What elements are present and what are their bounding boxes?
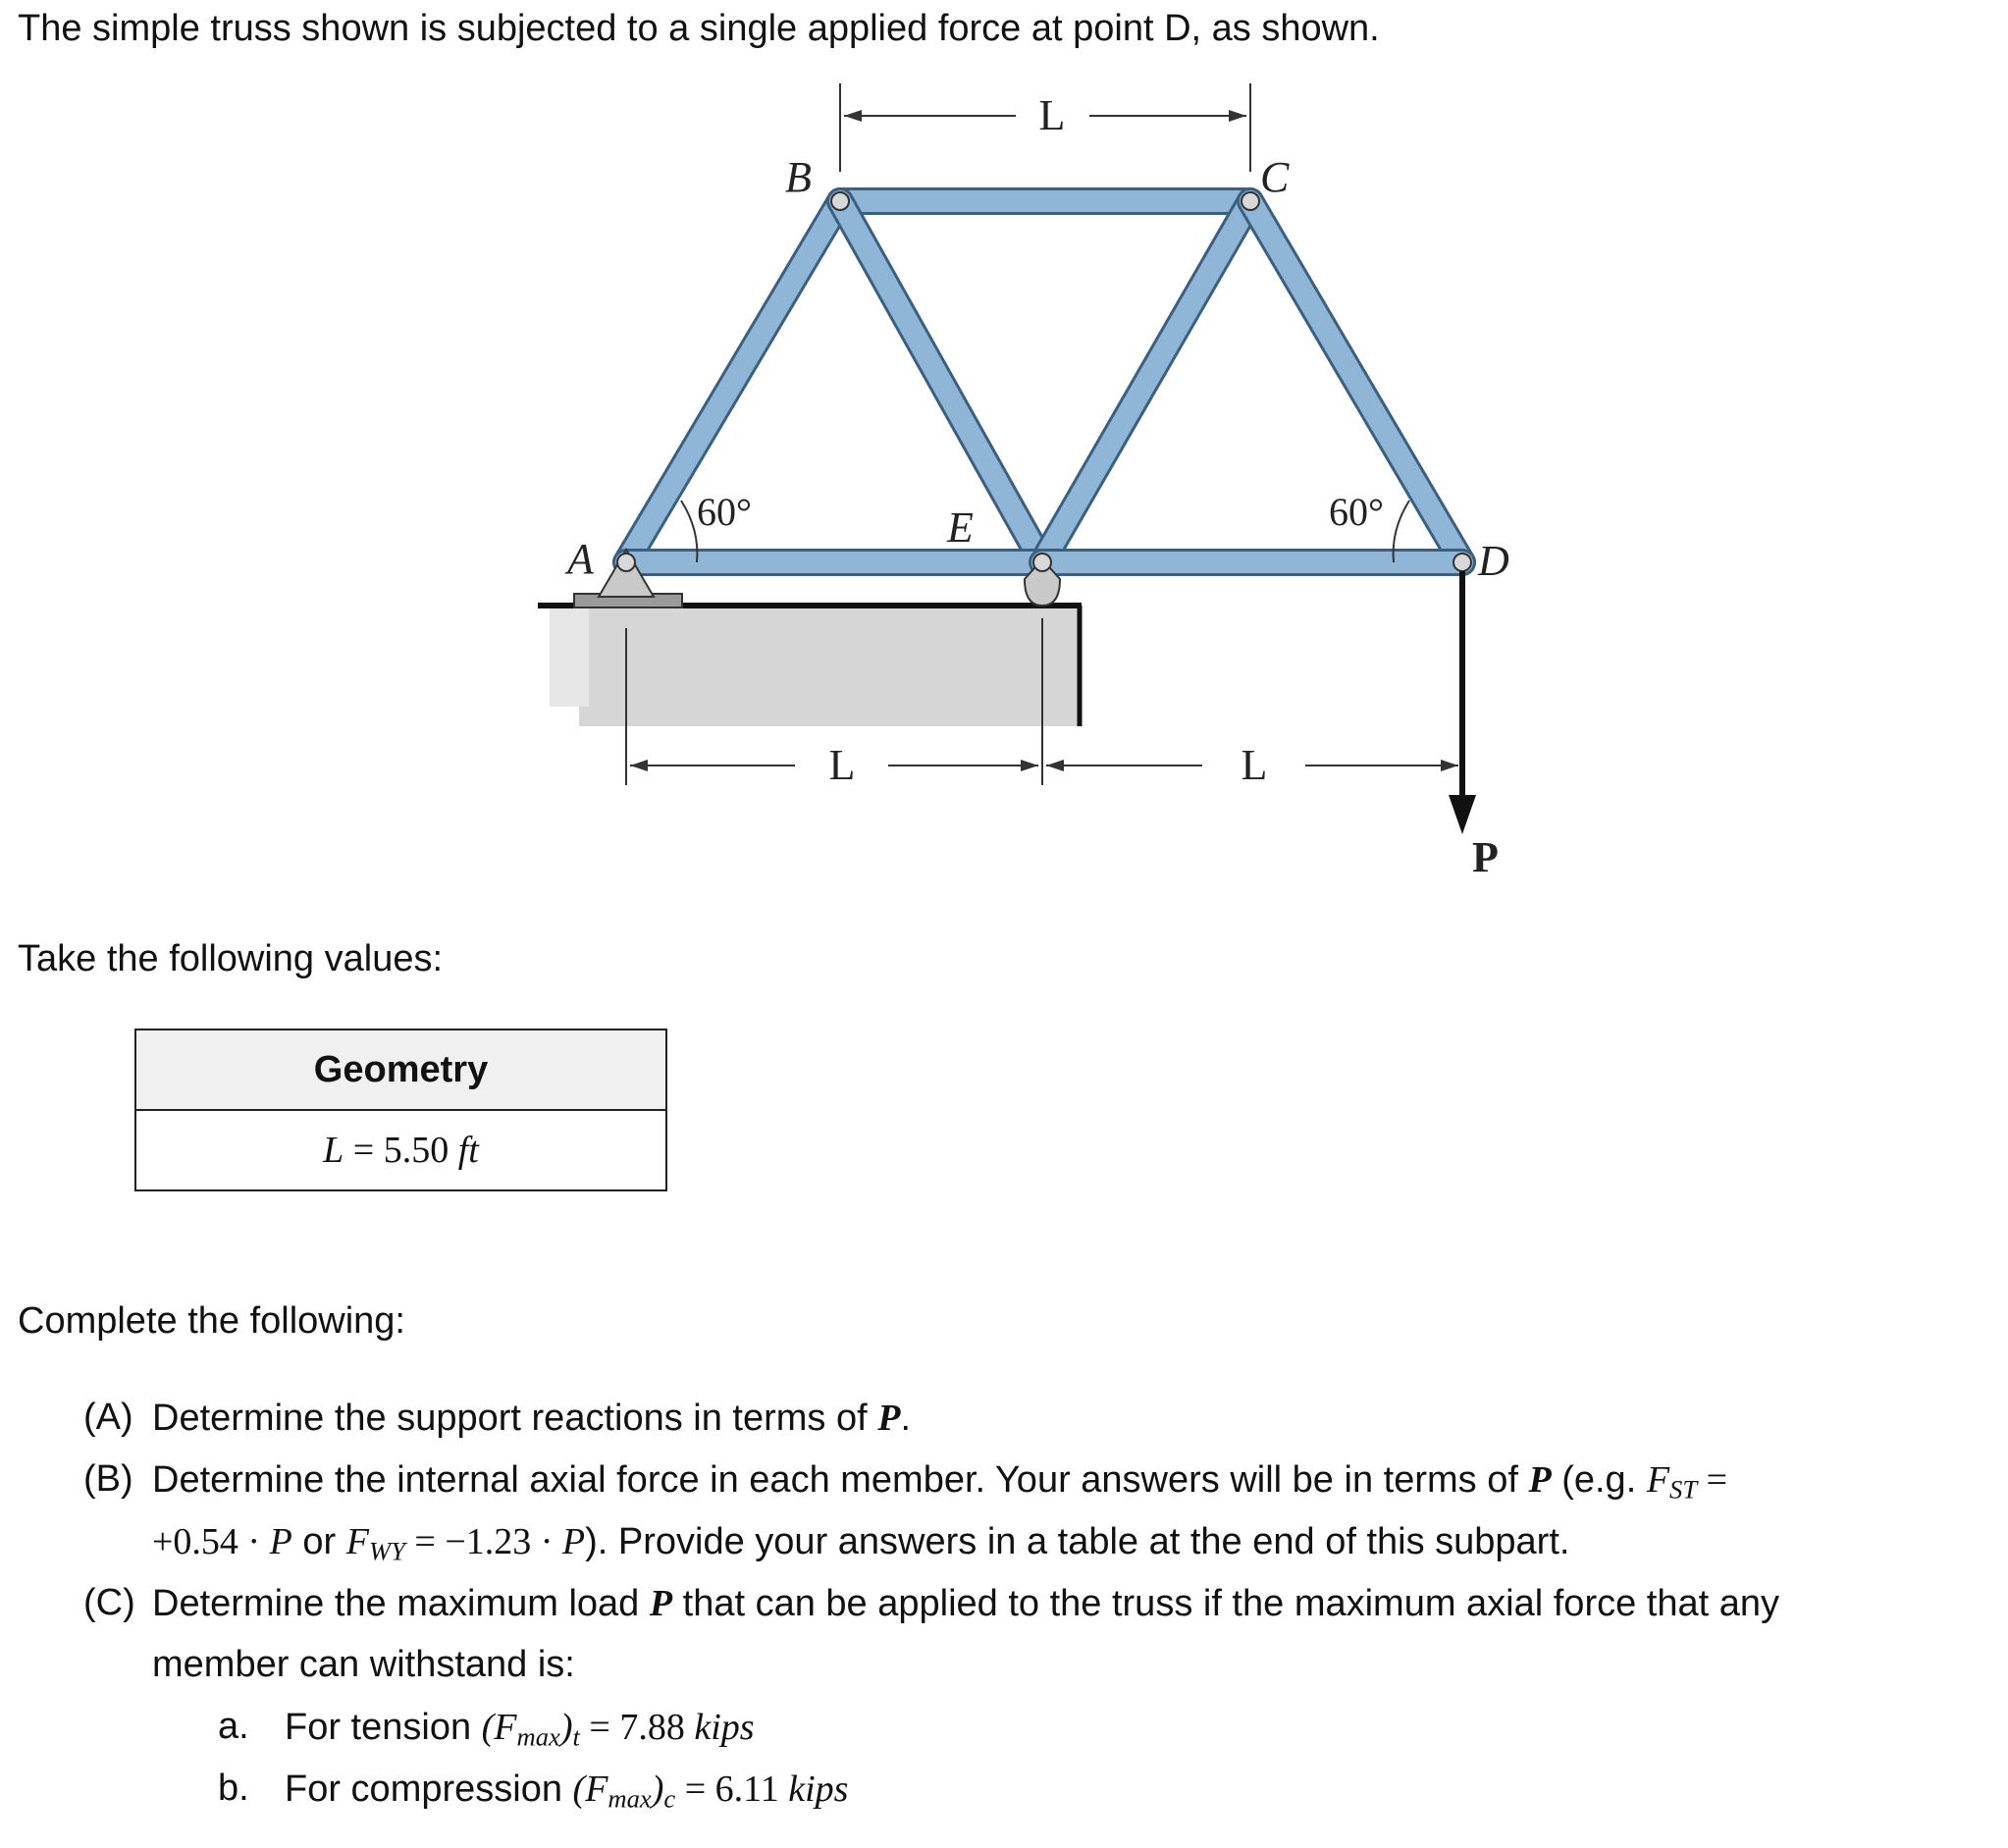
joint-label-D: D bbox=[1478, 537, 1509, 585]
question-A: Determine the support reactions in terms of P. bbox=[152, 1398, 911, 1439]
member-BE bbox=[840, 201, 1042, 562]
joint-label-E: E bbox=[947, 503, 974, 552]
joint-D bbox=[1453, 554, 1471, 571]
joint-A bbox=[617, 554, 635, 571]
member-CE bbox=[1042, 201, 1250, 562]
subitem-a: For tension $(F_{max})_t = 7.88$ kips bbox=[285, 1707, 755, 1752]
joint-label-B: B bbox=[785, 153, 812, 201]
angle-label-right: 60° bbox=[1329, 490, 1384, 534]
geometry-value bbox=[135, 1110, 666, 1190]
subitem-b: For compression $(F_{max})_c = 6.11$ kips bbox=[285, 1769, 849, 1814]
question-A-label: (A) bbox=[83, 1397, 133, 1438]
joint-C bbox=[1242, 192, 1259, 210]
problem-intro: The simple truss shown is subjected to a single applied force at point D, as shown. bbox=[18, 8, 1380, 49]
question-C-line1: Determine the maximum load P that can be applied to the truss if the maximum axial force that any bbox=[152, 1583, 1779, 1624]
joint-E bbox=[1033, 554, 1051, 571]
load-arrow-P bbox=[1449, 571, 1476, 834]
joint-label-C: C bbox=[1260, 153, 1290, 201]
load-label-P: P bbox=[1472, 833, 1499, 881]
question-B-line2: +0.54 · P or $F_{WY} = -1.23 \cdot P$). Provide your answers in a table at the end of this subpart. bbox=[152, 1521, 1570, 1566]
geometry-header: Geometry bbox=[135, 1030, 666, 1110]
joint-label-A: A bbox=[567, 535, 594, 583]
length-var: L bbox=[323, 1130, 344, 1171]
subitem-b-label: b. bbox=[218, 1768, 249, 1809]
question-B-line1: Determine the internal axial force in each member. Your answers will be in terms of P (e.g. $F_{ST}$ = bbox=[152, 1459, 1728, 1505]
values-intro: Take the following values: bbox=[18, 938, 444, 979]
ground-support bbox=[538, 594, 1082, 726]
length-unit: ft bbox=[457, 1130, 479, 1171]
dim-label-bottom-right: L bbox=[1241, 741, 1268, 789]
question-B-label: (B) bbox=[83, 1458, 133, 1500]
joint-B bbox=[831, 192, 849, 210]
dim-label-bottom-left: L bbox=[828, 741, 856, 789]
length-value: = 5.50 bbox=[343, 1130, 458, 1171]
complete-intro: Complete the following: bbox=[18, 1300, 405, 1342]
subitem-a-label: a. bbox=[218, 1706, 249, 1747]
geometry-table bbox=[134, 1029, 667, 1191]
angle-label-left: 60° bbox=[697, 490, 752, 534]
question-C-line2: member can withstand is: bbox=[152, 1644, 575, 1685]
dim-label-top: L bbox=[1038, 91, 1066, 139]
question-C-label: (C) bbox=[83, 1582, 135, 1623]
